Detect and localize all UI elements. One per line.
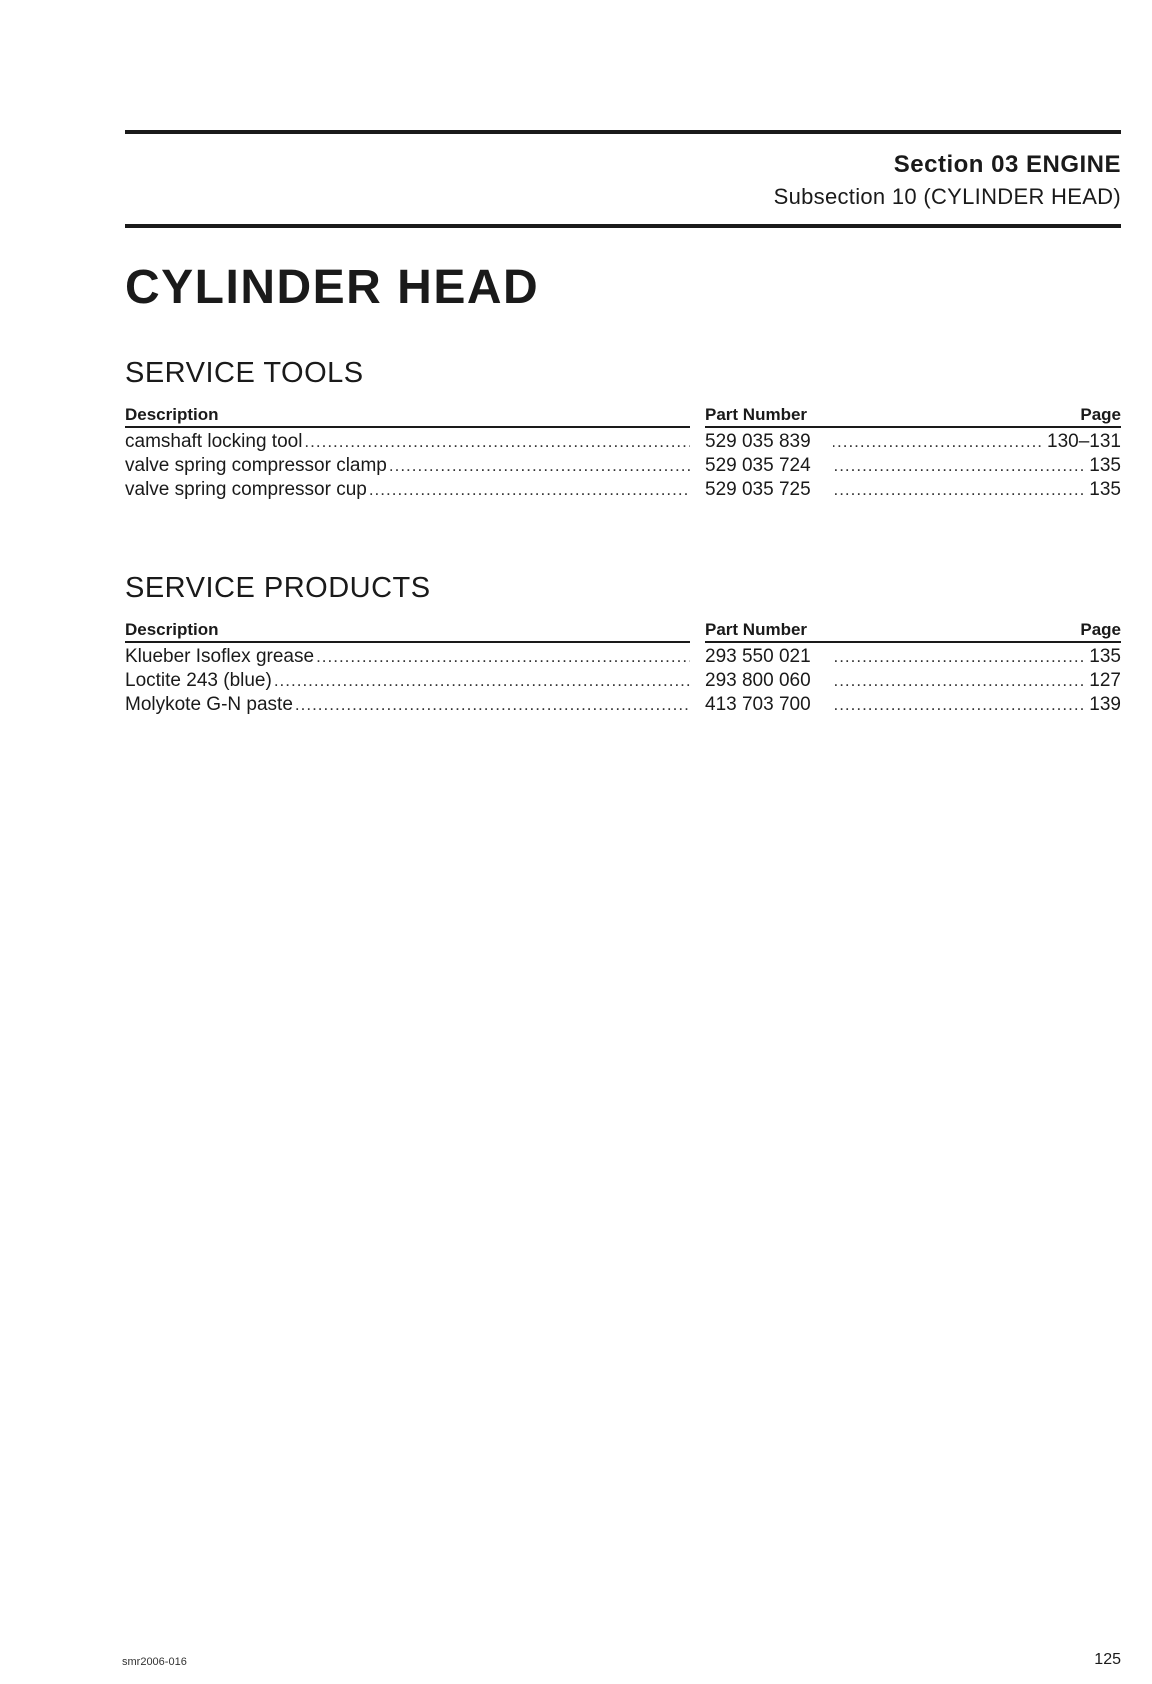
dot-leader [274,669,690,693]
column-header-page: Page [847,404,1121,428]
dot-leader [833,478,1085,502]
row-page: 135 [1089,646,1121,667]
row-part-number: 413 703 700 [705,694,811,715]
dot-leader [833,645,1085,669]
dot-leader [369,478,690,502]
row-description: camshaft locking tool [125,431,303,452]
service-products-heading: SERVICE PRODUCTS [125,572,431,604]
table-row [125,669,1121,693]
table-row [125,430,1121,454]
table-header [125,404,1121,428]
page-number: 125 [1094,1651,1121,1668]
row-page: 139 [1089,694,1121,715]
header-rule-top [125,130,1121,134]
dot-leader [304,430,690,454]
service-products-table [125,619,1121,717]
row-description: valve spring compressor clamp [125,455,387,476]
header-rule-bottom [125,224,1121,228]
dot-leader [833,693,1085,717]
table-row [125,645,1121,669]
row-description: Klueber Isoflex grease [125,646,315,667]
column-header-description: Description [125,404,690,428]
document-code: smr2006-016 [122,1656,187,1668]
row-part-number: 293 800 060 [705,670,811,691]
dot-leader [389,454,690,478]
column-header-part-number: Part Number [705,404,847,428]
row-description: Loctite 243 (blue) [125,670,272,691]
row-part-number: 529 035 839 [705,431,811,452]
row-page: 130–131 [1047,431,1121,452]
row-page: 135 [1089,479,1121,500]
row-page: 127 [1089,670,1121,691]
dot-leader [833,454,1085,478]
row-part-number: 529 035 724 [705,455,811,476]
column-header-page: Page [847,619,1121,643]
table-row [125,478,1121,502]
table-header [125,619,1121,643]
dot-leader [295,693,690,717]
table-row [125,454,1121,478]
section-header [774,148,1121,212]
section-label: Section 03 ENGINE [893,151,1121,178]
column-header-part-number: Part Number [705,619,847,643]
page-title: CYLINDER HEAD [125,261,540,314]
row-part-number: 529 035 725 [705,479,811,500]
subsection-label: Subsection 10 (CYLINDER HEAD) [773,184,1121,209]
dot-leader [316,645,690,669]
column-header-description: Description [125,619,690,643]
dot-leader [833,669,1085,693]
row-part-number: 293 550 021 [705,646,811,667]
table-row [125,693,1121,717]
row-description: Molykote G-N paste [125,694,293,715]
dot-leader [833,430,1043,454]
service-tools-table [125,404,1121,502]
service-tools-heading: SERVICE TOOLS [125,357,364,389]
row-page: 135 [1089,455,1121,476]
row-description: valve spring compressor cup [125,479,367,500]
